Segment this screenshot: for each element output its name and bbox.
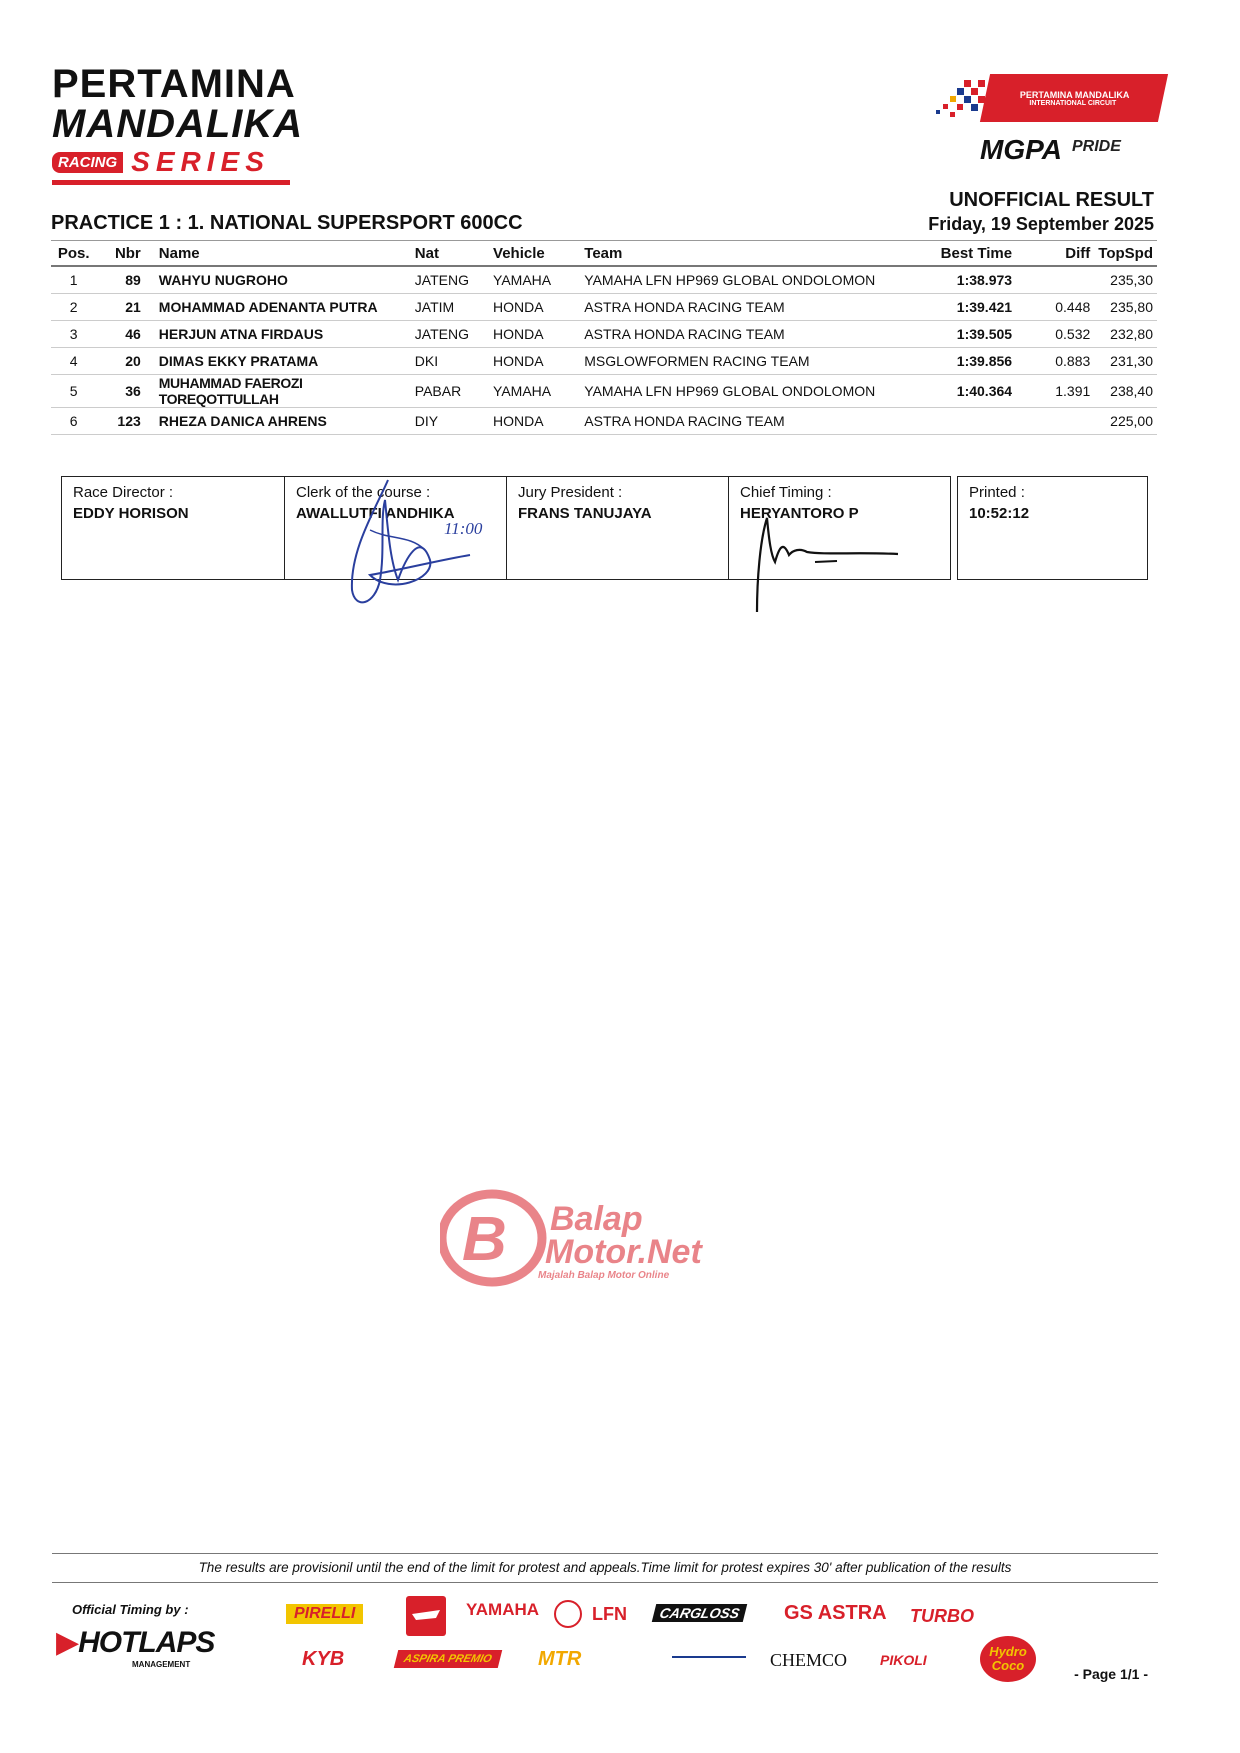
logo-pertamina: PERTAMINA — [52, 62, 296, 106]
logo-mandalika: MANDALIKA — [52, 102, 304, 146]
table-row: 1 89 WAHYU NUGROHO JATENG YAMAHA YAMAHA LFN HP969 GLOBAL ONDOLOMON 1:38.973 235,30 — [51, 266, 1157, 294]
table-header-row — [51, 241, 1157, 267]
col-nbr: Nbr — [96, 241, 144, 267]
svg-text:Motor.Net: Motor.Net — [545, 1233, 702, 1271]
footer-divider-bottom — [52, 1582, 1158, 1583]
col-team: Team — [580, 241, 918, 267]
jury-box — [506, 476, 729, 580]
turbo-logo: TURBO — [910, 1606, 974, 1626]
jury-label: Jury President : — [518, 484, 623, 501]
table-row: 4 20 DIMAS EKKY PRATAMA DKI HONDA MSGLOWFORMEN RACING TEAM 1:39.856 0.883 231,30 — [51, 348, 1157, 375]
svg-text:Majalah Balap Motor Online: Majalah Balap Motor Online — [538, 1270, 670, 1281]
page-number: - Page 1/1 - — [1074, 1666, 1148, 1682]
printed-label: Printed : — [969, 484, 1025, 501]
clerk-signature-time: 11:00 — [444, 519, 483, 538]
circuit-logo — [930, 72, 1162, 172]
circuit-badge: PERTAMINA MANDALIKA INTERNATIONAL CIRCUIT — [980, 74, 1168, 122]
mtr-logo: MTR — [538, 1648, 582, 1670]
hydrococo-logo: Hydro Coco — [980, 1636, 1036, 1682]
mgpa-logo: MGPA — [980, 134, 1062, 165]
cargloss-logo: CARGLOSS — [652, 1604, 748, 1622]
honda-wing-icon — [406, 1596, 446, 1636]
clerk-signature — [330, 470, 500, 615]
table-row: 5 36 MUHAMMAD FAEROZI TOREQOTTULLAH PABAR YAMAHA YAMAHA LFN HP969 GLOBAL ONDOLOMON 1:40.364 1.391 238,40 — [51, 375, 1157, 408]
clerk-name: AWALLUTFI ANDHIKA — [296, 505, 455, 522]
chief-timing-name: HERYANTORO P — [740, 505, 859, 522]
table-row: 6 123 RHEZA DANICA AHRENS DIY HONDA ASTRA HONDA RACING TEAM 225,00 — [51, 408, 1157, 435]
jury-name: FRANS TANUJAYA — [518, 505, 652, 522]
logo-underline — [52, 180, 290, 185]
table-row: 3 46 HERJUN ATNA FIRDAUS JATENG HONDA ASTRA HONDA RACING TEAM 1:39.505 0.532 232,80 — [51, 321, 1157, 348]
clerk-label: Clerk of the course : — [296, 484, 431, 501]
col-nat: Nat — [411, 241, 489, 267]
col-topspd: TopSpd — [1094, 241, 1157, 267]
series-logo — [52, 64, 302, 192]
brake-logo-line — [672, 1656, 746, 1658]
footer-divider-top — [52, 1553, 1158, 1554]
official-timing-label: Official Timing by : — [72, 1602, 189, 1617]
pride-logo: PRIDE — [1072, 138, 1121, 155]
page-title: PRACTICE 1 : 1. NATIONAL SUPERSPORT 600CC — [51, 212, 523, 234]
protest-disclaimer: The results are provisionil until the end of the limit for protest and appeals.Time limit for protest expires 30' after publication of the results — [198, 1560, 1012, 1575]
result-date: Friday, 19 September 2025 — [928, 214, 1154, 234]
lfn-circle-icon — [554, 1600, 582, 1628]
logo-series: SERIES — [131, 146, 270, 177]
logo-racing: RACING — [52, 152, 123, 173]
printed-box — [957, 476, 1148, 580]
printed-time: 10:52:12 — [969, 505, 1030, 522]
race-director-name: EDDY HORISON — [73, 505, 189, 522]
yamaha-logo: YAMAHA — [466, 1600, 540, 1619]
pikoli-logo: PIKOLI — [880, 1652, 927, 1668]
col-diff: Diff — [1016, 241, 1094, 267]
pirelli-logo: PIRELLI — [286, 1604, 363, 1624]
col-best-time: Best Time — [918, 241, 1016, 267]
results-table — [51, 240, 1157, 435]
col-name: Name — [145, 241, 411, 267]
kyb-logo: KYB — [302, 1648, 345, 1670]
table-row: 2 21 MOHAMMAD ADENANTA PUTRA JATIM HONDA ASTRA HONDA RACING TEAM 1:39.421 0.448 235,80 — [51, 294, 1157, 321]
race-director-label: Race Director : — [73, 484, 174, 501]
hotlaps-sub: MANAGEMENT — [132, 1660, 191, 1669]
chief-timing-label: Chief Timing : — [740, 484, 832, 501]
chemco-logo: CHEMCO — [770, 1650, 848, 1670]
svg-text:B: B — [462, 1205, 507, 1274]
col-vehicle: Vehicle — [489, 241, 580, 267]
svg-text:Balap: Balap — [550, 1200, 643, 1238]
result-status: UNOFFICIAL RESULT — [949, 189, 1154, 211]
lfn-logo: LFN — [592, 1604, 627, 1624]
col-pos: Pos. — [51, 241, 96, 267]
aspira-logo: ASPIRA PREMIO — [394, 1650, 502, 1668]
hotlaps-logo: ▶HOTLAPS — [56, 1626, 215, 1659]
race-director-box — [61, 476, 285, 580]
gs-astra-logo: GS ASTRA — [784, 1602, 887, 1624]
balapmotor-watermark — [440, 1188, 780, 1288]
chief-timing-signature — [745, 500, 905, 615]
